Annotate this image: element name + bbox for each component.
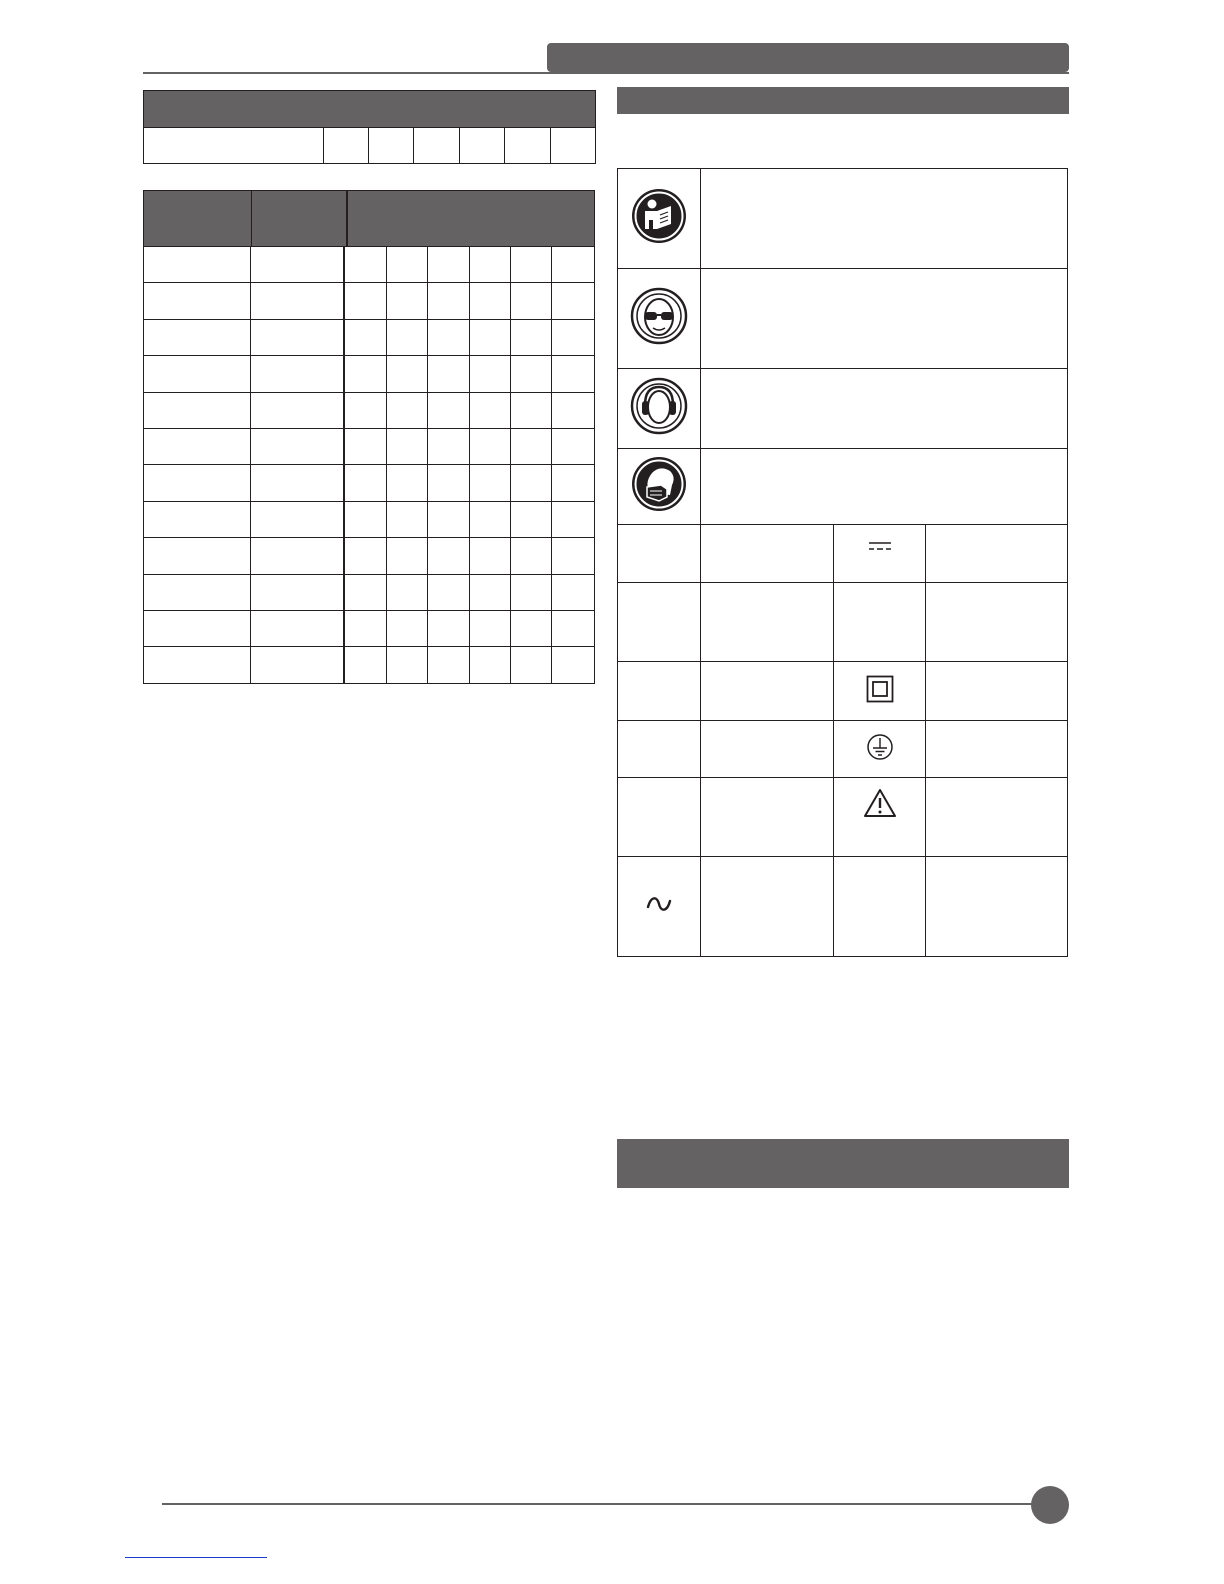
table-cell <box>386 429 427 465</box>
table1-cell <box>505 128 550 164</box>
eye-protection-icon <box>630 287 688 345</box>
table-cell <box>386 647 427 684</box>
table-cell <box>511 611 552 647</box>
table-cell <box>250 538 344 574</box>
table-cell <box>250 392 344 428</box>
grid-label2 <box>926 721 1068 778</box>
table-cell <box>552 538 595 574</box>
alternating-current-icon <box>645 894 673 914</box>
table2-header <box>143 190 595 247</box>
table-cell <box>344 356 386 392</box>
grid-sym2-cell <box>834 778 926 857</box>
grid-sym1 <box>618 525 701 583</box>
table-cell <box>469 501 510 537</box>
table-cell <box>469 392 510 428</box>
table-cell <box>469 247 510 283</box>
table-cell <box>428 574 469 610</box>
table-row <box>144 429 595 465</box>
table-row <box>144 319 595 355</box>
table-cell <box>250 319 344 355</box>
table-cell <box>344 247 386 283</box>
table-cell <box>469 647 510 684</box>
table-cell <box>250 465 344 501</box>
table-cell <box>552 647 595 684</box>
table-cell <box>552 356 595 392</box>
table1-cell <box>459 128 504 164</box>
table-cell <box>552 501 595 537</box>
table-row <box>144 247 595 283</box>
table-cell <box>344 611 386 647</box>
table-cell <box>511 574 552 610</box>
ppe-text-dust-mask <box>701 449 1068 525</box>
ppe-row-read-manual <box>618 169 701 269</box>
table-cell <box>344 574 386 610</box>
ppe-symbol-table <box>617 168 1068 525</box>
grid-label2 <box>926 857 1068 957</box>
table-cell <box>250 611 344 647</box>
table-cell <box>344 319 386 355</box>
electrical-symbol-grid <box>617 524 1068 957</box>
table-cell <box>386 356 427 392</box>
table-cell <box>428 538 469 574</box>
table-cell <box>511 501 552 537</box>
table-cell <box>344 283 386 319</box>
table-cell <box>511 283 552 319</box>
table-row <box>144 574 595 610</box>
grid-label1 <box>701 525 834 583</box>
table-row <box>144 465 595 501</box>
grid-label2 <box>926 778 1068 857</box>
grid-label1 <box>701 583 834 662</box>
table-cell <box>144 538 251 574</box>
table-cell <box>428 356 469 392</box>
table-cell <box>469 465 510 501</box>
table-cell <box>344 465 386 501</box>
header-tab-label <box>547 49 559 66</box>
table-cell <box>250 283 344 319</box>
table-cell <box>428 647 469 684</box>
table-cell <box>344 429 386 465</box>
table-row <box>144 501 595 537</box>
table-cell <box>511 465 552 501</box>
table-cell <box>386 319 427 355</box>
footer-rule <box>162 1503 1042 1505</box>
table-cell <box>250 501 344 537</box>
table-cell <box>144 611 251 647</box>
grid-sym1 <box>618 721 701 778</box>
table-cell <box>552 283 595 319</box>
earth-terminal-icon <box>866 733 894 761</box>
ppe-row-ear-protection <box>618 369 701 449</box>
table-cell <box>428 392 469 428</box>
direct-current-icon <box>867 540 893 552</box>
table1-title <box>144 100 152 117</box>
ear-protection-icon <box>630 377 688 435</box>
table-cell <box>386 538 427 574</box>
table-cell <box>552 247 595 283</box>
table-cell <box>144 319 251 355</box>
lower-section-title <box>617 1155 627 1172</box>
table-cell <box>511 647 552 684</box>
table-row <box>144 538 595 574</box>
table-row <box>144 611 595 647</box>
table-cell <box>511 429 552 465</box>
table-cell <box>469 538 510 574</box>
dust-mask-icon <box>630 455 688 513</box>
table-cell <box>469 319 510 355</box>
page-number-badge <box>1031 1486 1069 1524</box>
grid-sym2-cell <box>834 721 926 778</box>
table-cell <box>386 283 427 319</box>
table-cell <box>386 574 427 610</box>
table-cell <box>469 429 510 465</box>
table1-cell <box>323 128 368 164</box>
table-cell <box>250 356 344 392</box>
grid-label1 <box>701 857 834 957</box>
table1-cell <box>550 128 595 164</box>
table-cell <box>428 283 469 319</box>
grid-sym1 <box>618 778 701 857</box>
class-ii-icon <box>866 675 894 703</box>
table-cell <box>344 392 386 428</box>
table-cell <box>144 501 251 537</box>
table-cell <box>386 465 427 501</box>
section-title-bar <box>617 87 1069 114</box>
table1-cell <box>144 128 324 164</box>
table-cell <box>469 611 510 647</box>
header-tab <box>547 43 1069 72</box>
table-cell <box>250 247 344 283</box>
table-cell <box>386 392 427 428</box>
grid-sym2-cell <box>834 525 926 583</box>
table-cell <box>552 611 595 647</box>
table1 <box>143 127 596 164</box>
table-row <box>144 647 595 684</box>
header-rule <box>143 72 1069 74</box>
table-cell <box>428 611 469 647</box>
grid-label2 <box>926 525 1068 583</box>
table1-title-bar <box>143 90 596 128</box>
table2-header-col1 <box>144 191 252 246</box>
table-cell <box>552 392 595 428</box>
ppe-row-eye-protection <box>618 269 701 369</box>
table-cell <box>428 429 469 465</box>
ppe-text-ear-protection <box>701 369 1068 449</box>
lower-section-title-bar <box>617 1139 1069 1188</box>
table-cell <box>386 501 427 537</box>
grid-sym1 <box>618 583 701 662</box>
table-cell <box>144 465 251 501</box>
table-cell <box>511 392 552 428</box>
grid-sym2 <box>834 583 926 662</box>
ppe-row-dust-mask <box>618 449 701 525</box>
table-cell <box>344 647 386 684</box>
table-cell <box>144 429 251 465</box>
table-cell <box>344 501 386 537</box>
grid-label1 <box>701 778 834 857</box>
table-cell <box>250 574 344 610</box>
table-cell <box>511 538 552 574</box>
table-cell <box>428 465 469 501</box>
table1-cell <box>414 128 459 164</box>
table-cell <box>511 247 552 283</box>
footer-link-underline[interactable] <box>125 1557 267 1558</box>
table-cell <box>428 501 469 537</box>
table2-header-col2 <box>252 191 348 246</box>
table-cell <box>144 283 251 319</box>
table-cell <box>552 465 595 501</box>
grid-label2 <box>926 662 1068 721</box>
read-manual-icon <box>630 187 688 245</box>
table-cell <box>386 247 427 283</box>
ppe-text-read-manual <box>701 169 1068 269</box>
table-cell <box>144 574 251 610</box>
grid-sym2 <box>834 857 926 957</box>
table-cell <box>469 356 510 392</box>
table-cell <box>144 247 251 283</box>
table-cell <box>511 356 552 392</box>
table-cell <box>144 392 251 428</box>
table-cell <box>469 574 510 610</box>
table-cell <box>469 283 510 319</box>
section-title <box>617 92 625 109</box>
grid-sym1 <box>618 662 701 721</box>
table-cell <box>552 319 595 355</box>
table-cell <box>344 538 386 574</box>
table-cell <box>428 247 469 283</box>
warning-icon <box>863 788 897 818</box>
table-cell <box>552 429 595 465</box>
table-cell <box>552 574 595 610</box>
grid-label1 <box>701 662 834 721</box>
table2-header-col3 <box>348 191 594 246</box>
table-row <box>144 356 595 392</box>
table-cell <box>144 647 251 684</box>
table-cell <box>144 356 251 392</box>
grid-sym2-cell <box>834 662 926 721</box>
table-row <box>144 283 595 319</box>
table-cell <box>250 647 344 684</box>
table1-cell <box>368 128 413 164</box>
grid-sym1-cell <box>618 857 701 957</box>
table-cell <box>511 319 552 355</box>
grid-label1 <box>701 721 834 778</box>
table-cell <box>386 611 427 647</box>
table-cell <box>250 429 344 465</box>
grid-label2 <box>926 583 1068 662</box>
ppe-text-eye-protection <box>701 269 1068 369</box>
table-cell <box>428 319 469 355</box>
table2 <box>143 246 595 684</box>
table-row <box>144 392 595 428</box>
